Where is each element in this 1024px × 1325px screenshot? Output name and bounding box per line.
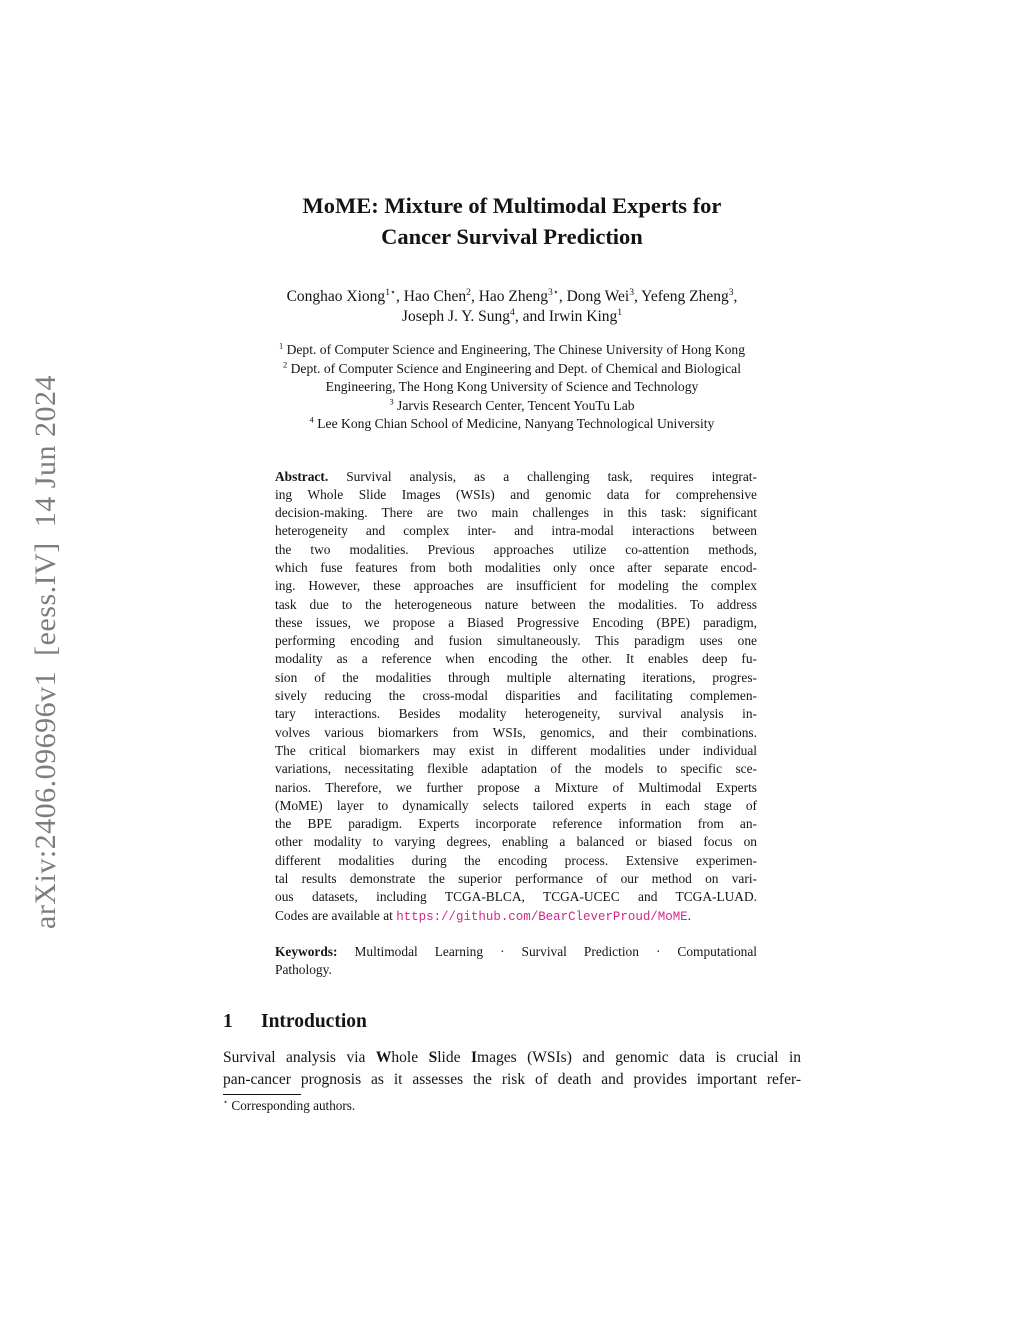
abstract-codes-line xyxy=(275,907,757,926)
footnote-text: Corresponding authors. xyxy=(231,1097,356,1113)
section-heading-introduction xyxy=(223,1010,801,1034)
abstract-line: variations, necessitating flexible adaptation of the models to specific sce- xyxy=(275,761,757,777)
arxiv-watermark xyxy=(29,375,63,929)
abstract-line: The critical biomarkers may exist in different modalities under individual xyxy=(275,742,757,758)
abstract-line: other modality to varying degrees, enabling a balanced or biased focus on xyxy=(275,834,757,850)
affiliation-line: Engineering, The Hong Kong University of Science and Technology xyxy=(325,379,699,394)
codes-prefix: Codes are available at xyxy=(275,907,397,923)
abstract-label: Abstract. xyxy=(275,468,329,484)
abstract-line: tary interactions. Besides modality heterogeneity, survival analysis in- xyxy=(275,706,757,722)
codes-suffix: . xyxy=(687,907,692,923)
footnote-marker: ⋆ xyxy=(223,1097,229,1107)
abstract-line: performing encoding and fusion simultaneously. This paradigm uses one xyxy=(275,633,757,649)
keywords-label: Keywords: xyxy=(275,943,338,959)
abstract-line: sion of the modalities through multiple alternating iterations, progres- xyxy=(275,669,757,685)
keywords-line-2: Pathology. xyxy=(275,962,332,978)
github-link[interactable]: https://github.com/BearCleverProud/MoME xyxy=(396,909,688,924)
intro-line-1: Survival analysis via Whole Slide Images (WSIs) and genomic data is crucial in xyxy=(223,1048,801,1066)
keywords xyxy=(275,943,757,980)
keywords-line-1: Keywords: Multimodal Learning · Survival Prediction · Computational xyxy=(275,943,758,959)
abstract-line: task due to the heterogeneous nature between the modalities. To address xyxy=(275,596,757,612)
footnote xyxy=(223,1097,801,1115)
intro-paragraph xyxy=(223,1047,801,1091)
affiliation-line: $^4$ Lee Kong Chian School of Medicine, Nanyang Technological University xyxy=(309,414,715,431)
affiliations xyxy=(223,341,801,434)
abstract-line: ing Whole Slide Images (WSIs) and genomic data for comprehensive xyxy=(275,486,757,502)
authors-line-1: Conghao Xiong$^{1⋆}$, Hao Chen$^2$, Hao Zheng$^{3⋆}$, Dong Wei$^3$, Yefeng Zheng$^3$, xyxy=(286,286,738,305)
abstract-line: different modalities during the encoding process. Extensive experimen- xyxy=(275,852,757,868)
affiliation-line: $^2$ Dept. of Computer Science and Engineering and Dept. of Chemical and Biological xyxy=(283,358,741,376)
title-line-2: Cancer Survival Prediction xyxy=(381,224,643,249)
abstract xyxy=(275,468,757,926)
abstract-line: ous datasets, including TCGA-BLCA, TCGA-UCEC and TCGA-LUAD. xyxy=(275,889,757,905)
page-title xyxy=(223,190,801,252)
intro-line-2: pan-cancer prognosis as it assesses the risk of death and provides important refer- xyxy=(223,1070,801,1088)
abstract-line: the two modalities. Previous approaches utilize co-attention methods, xyxy=(275,541,757,557)
abstract-line: Abstract. Survival analysis, as a challenging task, requires integrat- xyxy=(275,468,757,484)
section-number: 1 xyxy=(223,1010,233,1032)
title-line-1: MoME: Mixture of Multimodal Experts for xyxy=(302,193,722,218)
abstract-line: decision-making. There are two main challenges in this task: significant xyxy=(275,505,757,521)
abstract-line: sively reducing the cross-modal disparities and facilitating complemen- xyxy=(275,688,757,704)
abstract-line: (MoME) layer to dynamically selects tailored experts in each stage of xyxy=(275,797,757,813)
affiliation-line: $^3$ Jarvis Research Center, Tencent YouTu Lab xyxy=(389,395,635,413)
arxiv-id: arXiv:2406.09696v1 xyxy=(29,670,62,929)
abstract-line: heterogeneity and complex inter- and intra-modal interactions between xyxy=(275,523,757,539)
abstract-line: narios. Therefore, we further propose a Mixture of Multimodal Experts xyxy=(275,779,757,795)
abstract-line: the BPE paradigm. Experts incorporate reference information from an- xyxy=(275,816,757,832)
abstract-line: which fuse features from both modalities only once after separate encod- xyxy=(275,559,757,575)
abstract-line: these issues, we propose a Biased Progressive Encoding (BPE) paradigm, xyxy=(275,614,757,630)
abstract-line: ing. However, these approaches are insufficient for modeling the complex xyxy=(275,578,757,594)
affiliation-line: $^1$ Dept. of Computer Science and Engineering, The Chinese University of Hong Kong xyxy=(278,340,746,357)
section-title: Introduction xyxy=(261,1010,367,1032)
abstract-line: tal results demonstrate the superior performance of our method on vari- xyxy=(275,871,757,887)
arxiv-category: [eess.IV] xyxy=(29,542,62,656)
arxiv-date: 14 Jun 2024 xyxy=(29,375,62,528)
author-list xyxy=(223,287,801,327)
authors-line-2: Joseph J. Y. Sung$^4$, and Irwin King$^1$ xyxy=(401,306,623,325)
abstract-line: volves various biomarkers from WSIs, genomics, and their combinations. xyxy=(275,724,757,740)
page xyxy=(223,0,801,1115)
abstract-line: modality as a reference when encoding the other. It enables deep fu- xyxy=(275,651,757,667)
footnote-rule xyxy=(223,1094,301,1095)
